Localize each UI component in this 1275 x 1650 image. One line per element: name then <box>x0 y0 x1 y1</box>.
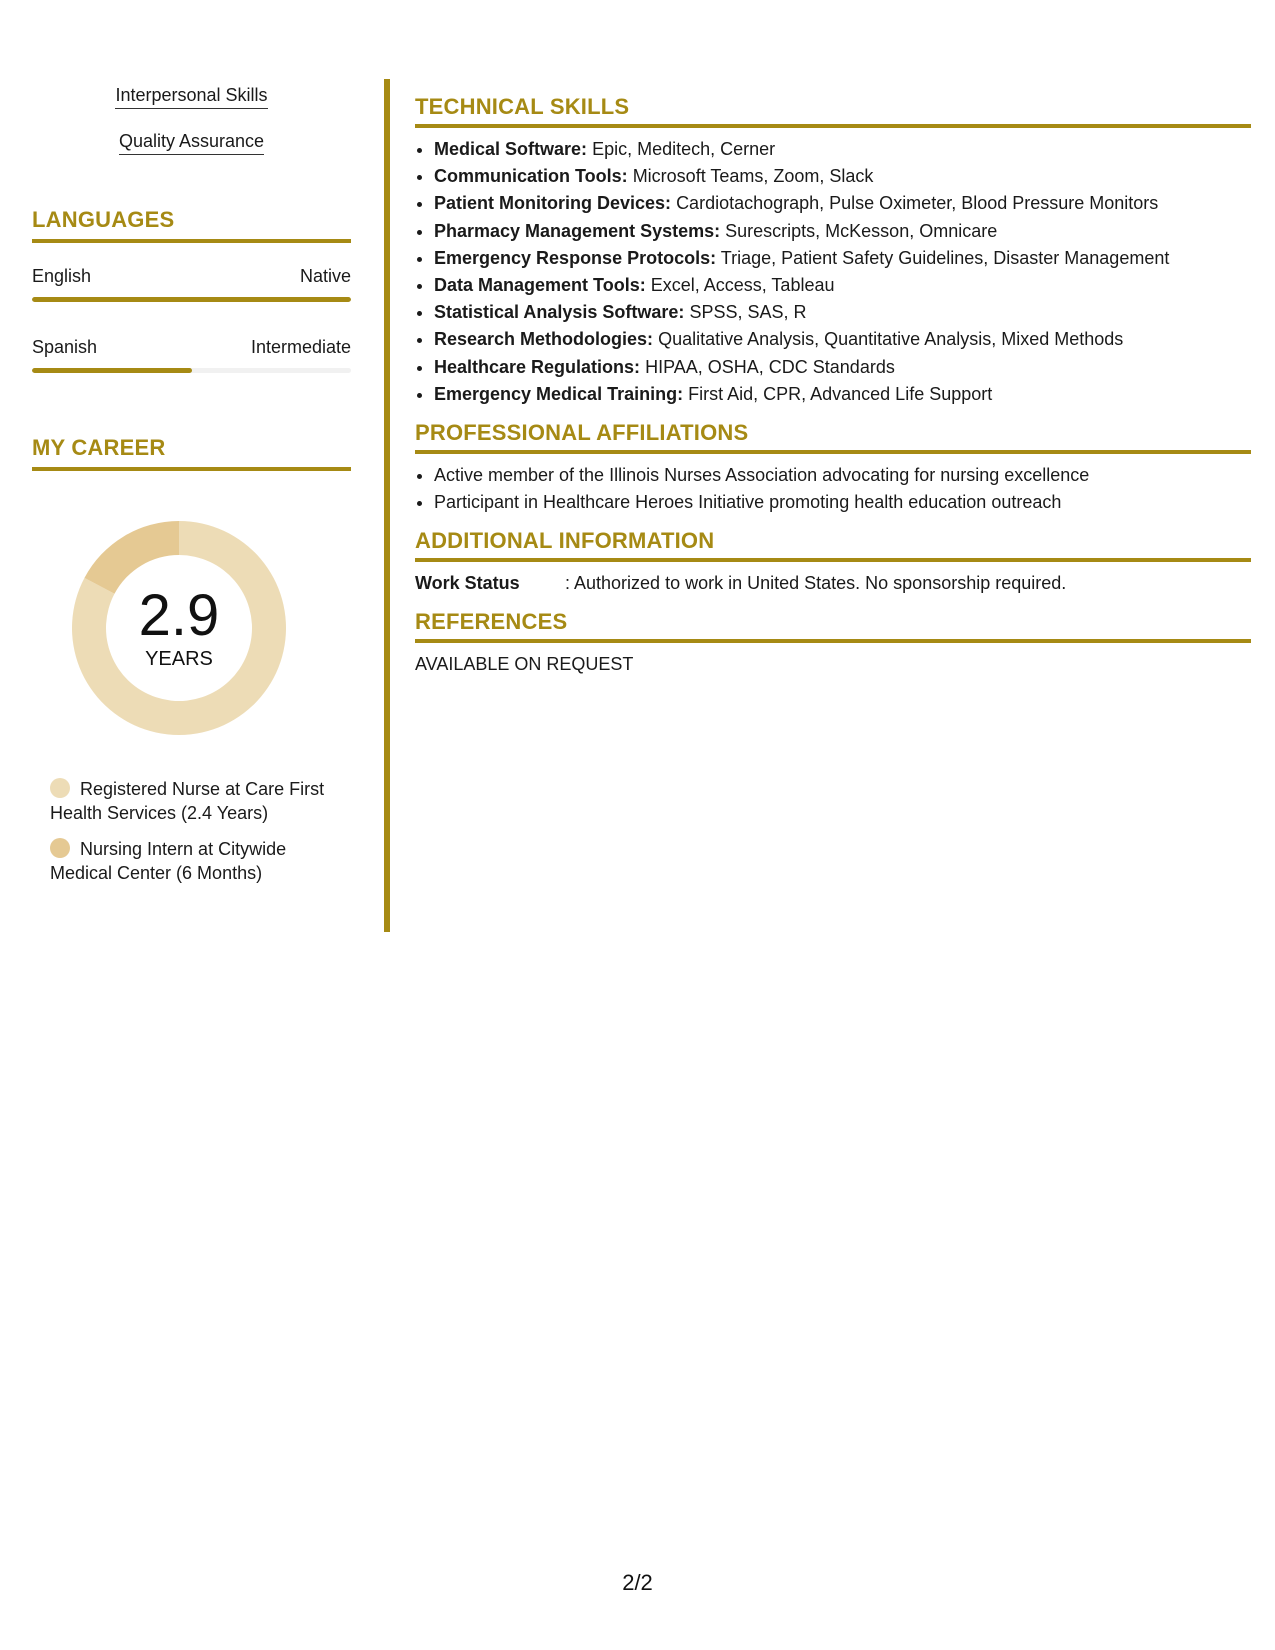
affiliations-section <box>415 420 1251 516</box>
career-legend-label: Nursing Intern at Citywide Medical Center (6 Months) <box>50 839 287 883</box>
skill-category: Communication Tools: <box>434 166 628 187</box>
career-total-value: 2.9 <box>138 583 220 648</box>
skill-values: Excel, Access, Tableau <box>650 275 835 296</box>
skill-values: HIPAA, OSHA, CDC Standards <box>645 356 895 377</box>
list-item <box>434 218 1251 245</box>
language-proficiency-bar <box>32 297 351 302</box>
language-level: Intermediate <box>250 337 351 357</box>
career-legend-item <box>50 837 340 885</box>
additional-info-heading: ADDITIONAL INFORMATION <box>415 528 1251 562</box>
list-item <box>434 272 1251 299</box>
list-item <box>434 354 1251 381</box>
list-item <box>434 299 1251 326</box>
skill-category: Healthcare Regulations: <box>434 356 641 377</box>
affiliations-heading: PROFESSIONAL AFFILIATIONS <box>415 420 1251 454</box>
skill-values: First Aid, CPR, Advanced Life Support <box>688 383 993 404</box>
career-section <box>32 435 351 885</box>
career-total-unit: YEARS <box>145 648 213 670</box>
left-column <box>32 84 351 897</box>
skill-values: Triage, Patient Safety Guidelines, Disaster Management <box>720 247 1170 268</box>
language-item <box>32 265 351 302</box>
references-section <box>415 609 1251 678</box>
career-legend <box>50 777 340 885</box>
skill-category: Data Management Tools: <box>434 275 646 296</box>
language-proficiency-fill <box>32 368 192 373</box>
career-donut-chart <box>66 515 292 741</box>
additional-info-section <box>415 528 1251 597</box>
work-status-label: Work Status <box>415 573 520 594</box>
career-heading: MY CAREER <box>32 435 351 471</box>
references-heading: REFERENCES <box>415 609 1251 643</box>
career-legend-item <box>50 777 340 825</box>
skill-values: Epic, Meditech, Cerner <box>592 139 776 159</box>
skill-values: Surescripts, McKesson, Omnicare <box>725 220 998 241</box>
list-item <box>434 163 1251 190</box>
list-item <box>434 326 1251 353</box>
language-name: Spanish <box>32 337 98 357</box>
legend-dot-icon <box>50 778 70 798</box>
skill-category: Emergency Medical Training: <box>434 383 684 404</box>
page-number: 2/2 <box>622 1570 653 1595</box>
skill-category: Patient Monitoring Devices: <box>434 193 672 214</box>
languages-section <box>32 207 351 373</box>
list-item <box>434 245 1251 272</box>
legend-dot-icon <box>50 838 70 858</box>
donut-center <box>66 515 292 741</box>
skill-values: Qualitative Analysis, Quantitative Analysis, Mixed Methods <box>658 329 1124 350</box>
skill-tag: Interpersonal Skills <box>115 84 267 109</box>
technical-skills-section <box>415 94 1251 408</box>
skill-category: Emergency Response Protocols: <box>434 247 717 268</box>
technical-skills-list <box>415 136 1251 408</box>
skill-values: Cardiotachograph, Pulse Oximeter, Blood Pressure Monitors <box>676 193 1159 214</box>
column-divider <box>384 79 390 932</box>
skill-category: Statistical Analysis Software: <box>434 302 685 323</box>
skill-values: SPSS, SAS, R <box>689 302 807 323</box>
technical-skills-heading: TECHNICAL SKILLS <box>415 94 1251 128</box>
work-status-value: : Authorized to work in United States. No sponsorship required. <box>565 573 1067 594</box>
language-name: English <box>32 266 92 286</box>
language-proficiency-fill <box>32 297 351 302</box>
work-status-row <box>415 570 1251 597</box>
language-item <box>32 336 351 373</box>
list-item: • Participant in Healthcare Heroes Initiative promoting health education outreach <box>434 489 1251 516</box>
language-proficiency-bar <box>32 368 351 373</box>
list-item <box>434 381 1251 408</box>
skill-category: Pharmacy Management Systems: <box>434 220 721 241</box>
list-item <box>434 190 1251 217</box>
list-item <box>434 136 1251 163</box>
skill-tag: Quality Assurance <box>119 130 264 155</box>
skill-values: Microsoft Teams, Zoom, Slack <box>632 166 874 187</box>
language-level: Native <box>299 266 351 286</box>
skills-list-continued <box>32 84 351 155</box>
languages-heading: LANGUAGES <box>32 207 351 243</box>
career-legend-label: Registered Nurse at Care First Health Services (2.4 Years) <box>50 779 325 823</box>
list-item: • Active member of the Illinois Nurses Association advocating for nursing excellence <box>434 462 1251 489</box>
skill-category: Medical Software: <box>434 139 588 159</box>
skill-category: Research Methodologies: <box>434 329 654 350</box>
references-text: AVAILABLE ON REQUEST <box>415 654 634 675</box>
affiliations-list <box>415 462 1251 516</box>
language-list <box>32 265 351 373</box>
right-column <box>415 94 1251 690</box>
